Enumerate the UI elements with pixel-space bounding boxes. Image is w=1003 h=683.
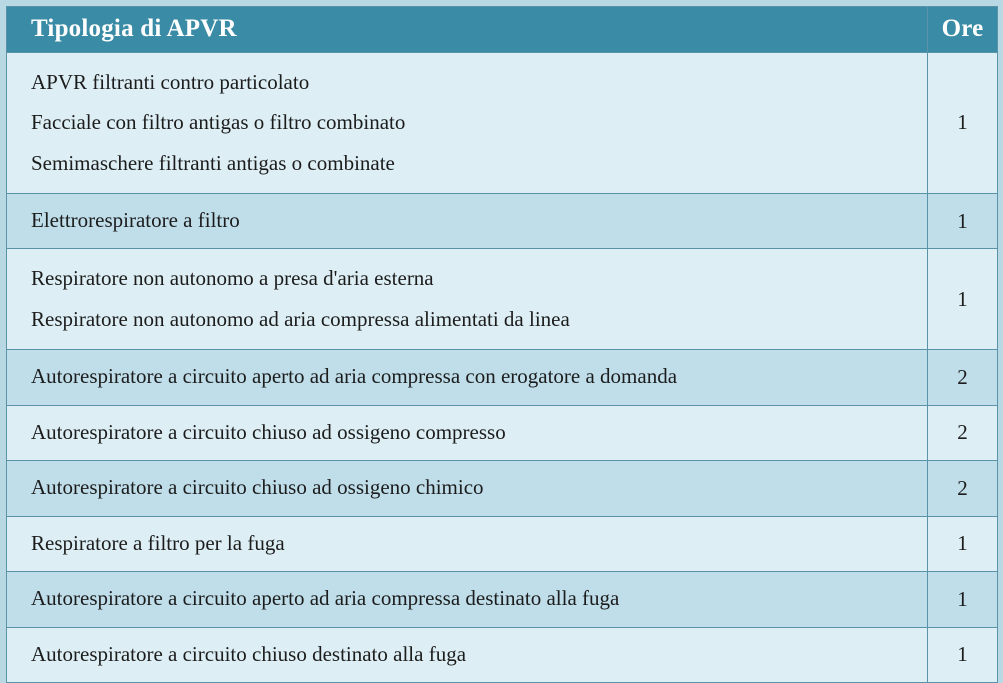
row-type-cell (7, 193, 928, 249)
table-row (7, 193, 998, 249)
table-row (7, 350, 998, 406)
row-type-line: Respiratore non autonomo ad aria compressa alimentati da linea (31, 306, 570, 331)
row-type-line: Elettrorespiratore a filtro (31, 207, 240, 232)
row-type-cell (7, 53, 928, 194)
apvr-training-hours-table (6, 6, 998, 683)
row-type-line: Semimaschere filtranti antigas o combinate (31, 150, 395, 175)
row-type-cell (7, 461, 928, 517)
column-header-hours: Ore (928, 7, 998, 53)
row-type-line: Respiratore a filtro per la fuga (31, 530, 285, 555)
row-type-line: APVR filtranti contro particolato (31, 70, 310, 94)
row-type-line: Autorespiratore a circuito chiuso ad ossigeno chimico (31, 475, 484, 500)
row-type-line: Autorespiratore a circuito chiuso destinato alla fuga (31, 641, 467, 666)
column-header-type: Tipologia di APVR (7, 7, 928, 53)
table-header (7, 7, 998, 53)
row-type-cell (7, 572, 928, 628)
row-hours-cell: 2 (928, 350, 998, 406)
row-hours-cell: 1 (928, 627, 998, 683)
table-row (7, 627, 998, 683)
table-row (7, 461, 998, 517)
table-body (7, 53, 998, 683)
table-row (7, 53, 998, 194)
row-type-line: Facciale con filtro antigas o filtro combinato (31, 110, 406, 135)
table-header-row (7, 7, 998, 53)
table-row (7, 249, 998, 350)
row-type-line: Autorespiratore a circuito aperto ad aria compressa con erogatore a domanda (31, 364, 678, 389)
row-hours-cell: 1 (928, 53, 998, 194)
row-hours-cell: 2 (928, 461, 998, 517)
row-hours-cell: 1 (928, 516, 998, 572)
row-type-cell (7, 516, 928, 572)
row-hours-cell: 1 (928, 249, 998, 350)
row-type-cell (7, 405, 928, 461)
row-type-line: Autorespiratore a circuito aperto ad aria compressa destinato alla fuga (31, 586, 620, 611)
table-row (7, 516, 998, 572)
row-type-line: Respiratore non autonomo a presa d'aria esterna (31, 266, 434, 291)
row-hours-cell: 1 (928, 193, 998, 249)
row-hours-cell: 1 (928, 572, 998, 628)
row-type-cell (7, 350, 928, 406)
row-type-cell (7, 627, 928, 683)
row-type-cell (7, 249, 928, 350)
row-type-line: Autorespiratore a circuito chiuso ad ossigeno compresso (31, 419, 506, 444)
row-hours-cell: 2 (928, 405, 998, 461)
table-row (7, 405, 998, 461)
table-row (7, 572, 998, 628)
